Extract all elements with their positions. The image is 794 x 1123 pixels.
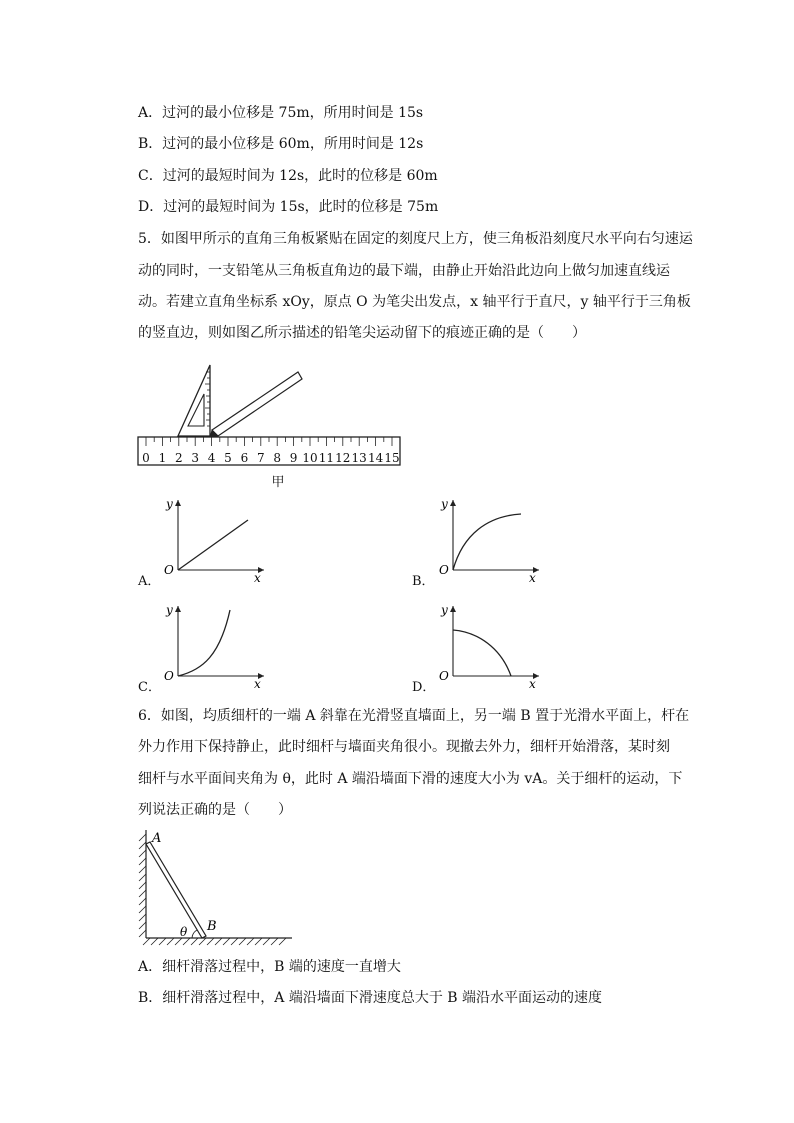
wall-hatch	[139, 830, 146, 938]
y-arrow-icon	[450, 606, 456, 612]
q4-option-d: D．过河的最短时间为 15s，此时的位移是 75m	[138, 199, 439, 215]
ruler-tick-label: 8	[273, 451, 282, 465]
q4-option-b: B．过河的最小位移是 60m，所用时间是 12s	[138, 136, 424, 152]
y-arrow-icon	[450, 500, 456, 506]
triangle-outer	[178, 365, 210, 436]
point-a-label: A	[152, 831, 162, 846]
ruler-tick-label: 6	[240, 451, 249, 465]
pencil-tip	[210, 430, 218, 437]
ruler-tick-label: 0	[142, 451, 150, 465]
q5-stem-line: 的竖直边，则如图乙所示描述的铅笔尖运动留下的痕迹正确的是（ ）	[138, 325, 586, 341]
origin-label: O	[164, 669, 174, 683]
theta-label: θ	[180, 925, 188, 939]
q6-stem-line: 6．如图，均质细杆的一端 A 斜靠在光滑竖直墙面上，另一端 B 置于光滑水平面上，杆在	[138, 708, 690, 724]
y-label: y	[166, 497, 173, 511]
trajectory-curve	[178, 610, 230, 676]
ruler-triangle-figure	[130, 360, 410, 490]
triangle-scale	[205, 372, 210, 426]
graph-option-c-label: C．	[138, 680, 161, 695]
graph-option-a-label: A．	[138, 574, 161, 589]
q5-stem-line: 动。若建立直角坐标系 xOy，原点 O 为笔尖出发点，x 轴平行于直尺，y 轴平行于三角板	[138, 294, 691, 310]
graph-option-c	[158, 600, 268, 690]
rod-wall-figure	[128, 826, 298, 946]
ruler-tick-label: 15	[384, 451, 400, 465]
ruler-tick-label: 10	[302, 451, 318, 465]
angle-arc	[192, 930, 197, 938]
graph-option-b-label: B．	[412, 574, 435, 589]
floor-hatch	[143, 938, 292, 945]
x-label: x	[254, 571, 261, 584]
ruler-tick-label: 12	[335, 451, 351, 465]
ruler-tick-label: 2	[174, 451, 183, 465]
q5-stem-line: 5．如图甲所示的直角三角板紧贴在固定的刻度尺上方，使三角板沿刻度尺水平向右匀速运	[138, 231, 693, 247]
ruler-tick-label: 13	[351, 451, 367, 465]
pencil	[212, 372, 302, 436]
graph-option-b	[433, 494, 543, 584]
ruler-labels	[142, 451, 399, 465]
ruler-tick-label: 1	[158, 451, 167, 465]
ruler-tick-label: 7	[256, 451, 265, 465]
ruler-tick-label: 4	[207, 451, 216, 465]
origin-label: O	[439, 669, 449, 683]
q4-option-c: C．过河的最短时间为 12s，此时的位移是 60m	[138, 168, 438, 184]
point-b-label: B	[207, 919, 217, 934]
q6-stem-line: 列说法正确的是（ ）	[138, 802, 292, 818]
q6-stem-line: 外力作用下保持静止，此时细杆与墙面夹角很小。现撤去外力，细杆开始滑落，某时刻	[138, 739, 670, 755]
ruler-tick-label: 11	[318, 451, 335, 465]
origin-label: O	[164, 563, 174, 577]
trajectory-line	[178, 520, 248, 570]
ruler-tick-label: 3	[191, 451, 200, 465]
graph-option-a	[158, 494, 268, 584]
y-label: y	[441, 497, 448, 511]
y-label: y	[166, 603, 173, 617]
q6-option-b: B．细杆滑落过程中，A 端沿墙面下滑速度总大于 B 端沿水平面运动的速度	[138, 990, 603, 1006]
graph-option-d	[433, 600, 543, 690]
x-label: x	[254, 677, 261, 690]
ruler-ticks	[146, 437, 392, 446]
y-label: y	[441, 603, 448, 617]
rod	[146, 842, 206, 938]
y-arrow-icon	[175, 500, 181, 506]
figure-caption: 甲	[271, 475, 285, 490]
q4-option-a: A．过河的最小位移是 75m，所用时间是 15s	[138, 105, 424, 121]
x-label: x	[529, 677, 536, 690]
trajectory-curve	[453, 630, 511, 676]
trajectory-curve	[453, 514, 521, 570]
x-label: x	[529, 571, 536, 584]
q5-stem-line: 动的同时，一支铅笔从三角板直角边的最下端，由静止开始沿此边向上做匀加速直线运	[138, 263, 670, 279]
graph-option-d-label: D．	[412, 680, 436, 695]
ruler-tick-label: 5	[224, 451, 232, 465]
y-arrow-icon	[175, 606, 181, 612]
q6-option-a: A．细杆滑落过程中，B 端的速度一直增大	[138, 959, 401, 975]
origin-label: O	[439, 563, 449, 577]
ruler-tick-label: 14	[367, 451, 384, 465]
ruler-tick-label: 9	[289, 451, 298, 465]
q6-stem-line: 细杆与水平面间夹角为 θ，此时 A 端沿墙面下滑的速度大小为 vA。关于细杆的运动，下	[138, 771, 683, 787]
